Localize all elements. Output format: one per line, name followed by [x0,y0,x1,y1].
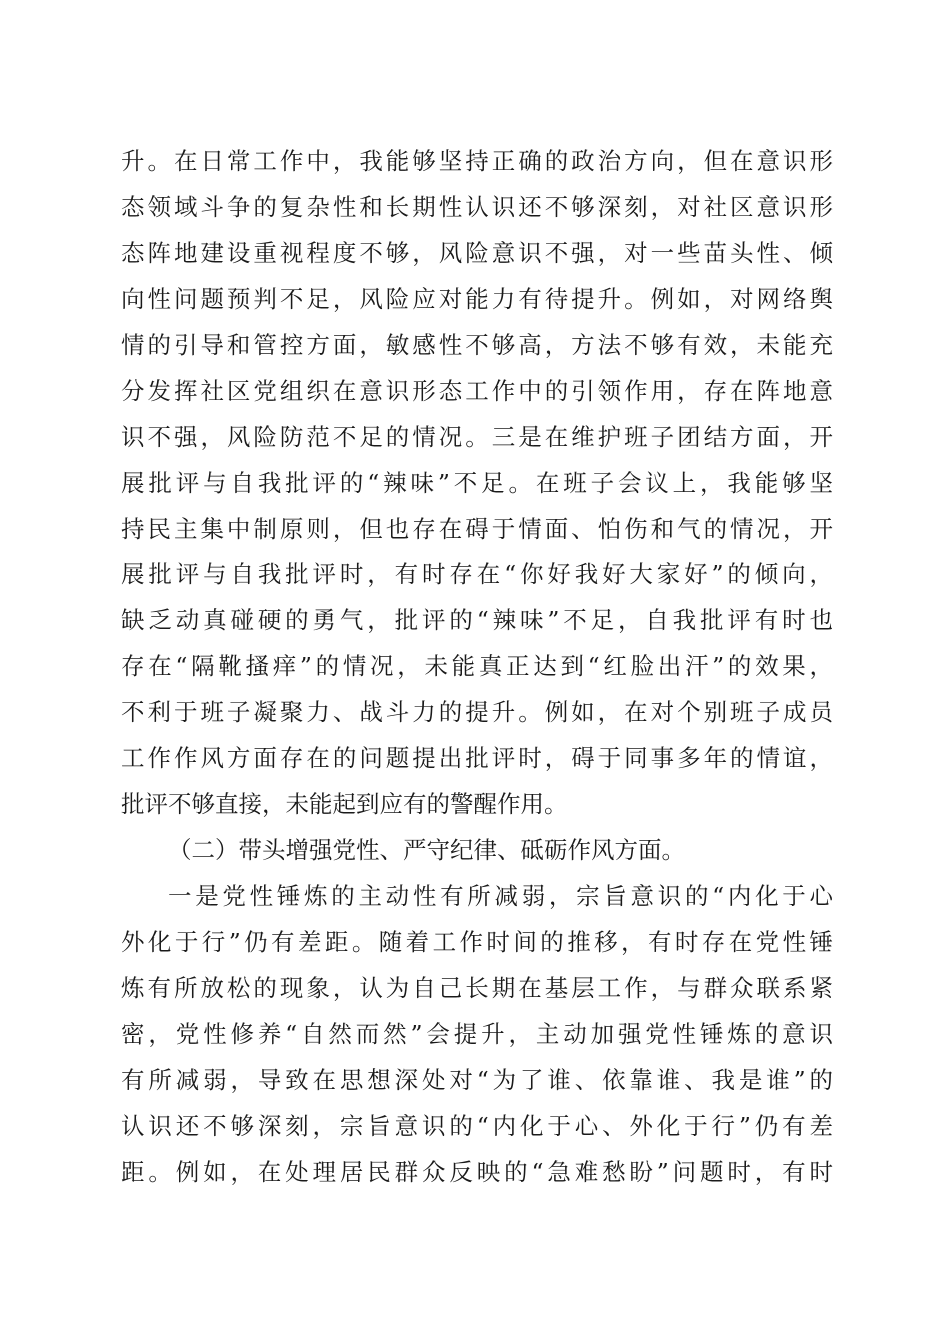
body-text [121,139,833,1196]
text-line: 有所减弱，导致在思想深处对“为了谁、依靠谁、我是谁”的 [121,1065,833,1094]
text-line: 升。在日常工作中，我能够坚持正确的政治方向，但在意识形 [121,147,833,175]
text-line: 态领域斗争的复杂性和长期性认识还不够深刻，对社区意识形 [121,192,833,221]
text-line: 外化于行”仍有差距。随着工作时间的推移，有时存在党性锤 [121,927,833,956]
text-line: 识不强，风险防范不足的情况。三是在维护班子团结方面，开 [121,422,833,451]
text-line: 存在“隔靴搔痒”的情况，未能真正达到“红脸出汗”的效果， [121,652,833,681]
text-line: 距。例如，在处理居民群众反映的“急难愁盼”问题时，有时 [121,1157,833,1186]
paragraph-first-line: 一是党性锤炼的主动性有所减弱，宗旨意识的“内化于心 [168,882,833,910]
text-line: 密，党性修养“自然而然”会提升，主动加强党性锤炼的意识 [121,1019,833,1048]
text-line: 认识还不够深刻，宗旨意识的“内化于心、外化于行”仍有差 [121,1111,833,1140]
text-line: 分发挥社区党组织在意识形态工作中的引领作用，存在阵地意 [121,376,833,405]
paragraph-end-line: 批评不够直接，未能起到应有的警醒作用。 [121,790,568,819]
text-line: 展批评与自我批评的“辣味”不足。在班子会议上，我能够坚 [121,468,833,497]
text-line: 情的引导和管控方面，敏感性不够高，方法不够有效，未能充 [121,330,833,359]
text-line: 持民主集中制原则，但也存在碍于情面、怕伤和气的情况，开 [121,514,833,543]
text-line: 展批评与自我批评时，有时存在“你好我好大家好”的倾向， [121,560,833,589]
text-line: 缺乏动真碰硬的勇气，批评的“辣味”不足，自我批评有时也 [121,606,833,635]
text-line: 工作作风方面存在的问题提出批评时，碍于同事多年的情谊， [121,744,833,773]
text-line: 炼有所放松的现象，认为自己长期在基层工作，与群众联系紧 [121,973,833,1002]
section-heading: （二）带头增强党性、严守纪律、砥砺作风方面。 [168,836,685,865]
text-line: 向性问题预判不足，风险应对能力有待提升。例如，对网络舆 [121,284,833,313]
text-line: 不利于班子凝聚力、战斗力的提升。例如，在对个别班子成员 [121,698,833,727]
text-line: 态阵地建设重视程度不够，风险意识不强，对一些苗头性、倾 [121,238,833,267]
